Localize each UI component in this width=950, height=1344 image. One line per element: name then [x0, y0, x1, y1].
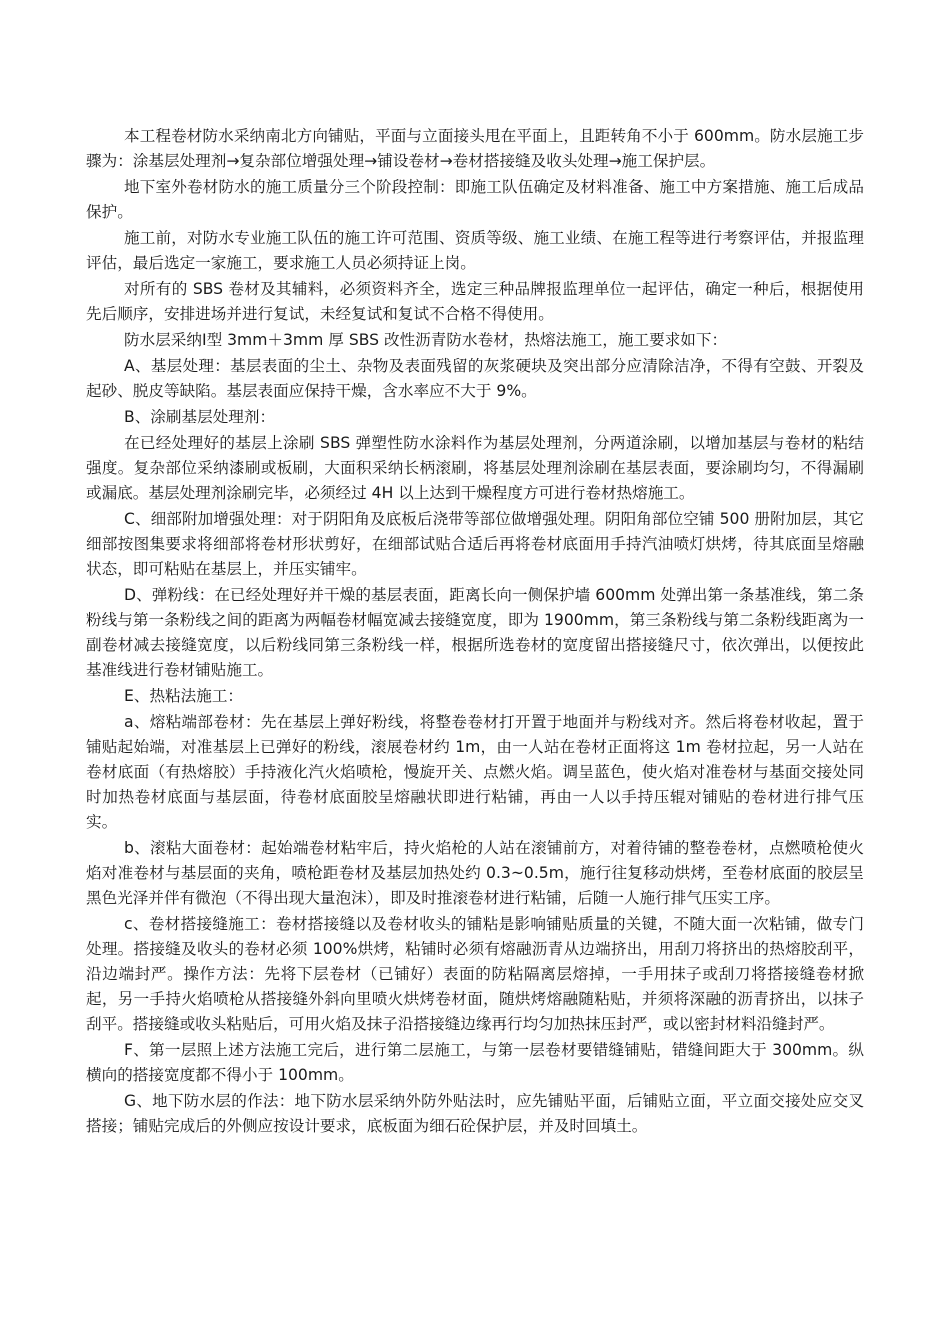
paragraph-step-b-body: 在已经处理好的基层上涂刷 SBS 弹塑性防水涂料作为基层处理剂，分两道涂刷，以增加基层与卷材的粘结强度。复杂部位采纳漆刷或板刷，大面积采纳长柄滚刷，将基层处理剂涂刷在基层表面，要涂刷均匀，不得漏刷或漏底。基层处理剂涂刷完毕，必须经过 4H 以上达到干燥程度方可进行卷材热熔施工。: [86, 434, 864, 502]
paragraph-step-d: D、弹粉线：在已经处理好并干燥的基层表面，距离长向一侧保护墙 600mm 处弹出第一条基准线，第二条粉线与第一条粉线之间的距离为两幅卷材幅宽减去接缝宽度，即为 1900mm，第三条粉线与第二条粉线距离为一副卷材减去接缝宽度，以后粉线同第三条粉线一样，根据所选卷材的宽度留出搭接缝尺寸，依次弹出，以便按此基准线进行卷材铺贴施工。: [86, 586, 864, 679]
paragraph-step-e-c: c、卷材搭接缝施工：卷材搭接缝以及卷材收头的铺粘是影响铺贴质量的关键，不随大面一次粘铺，做专门处理。搭接缝及收头的卷材必须 100%烘烤，粘铺时必须有熔融沥青从边端挤出，用刮刀将挤出的热熔胶刮平，沿边端封严。操作方法：先将下层卷材（已铺好）表面的防粘隔离层熔掉，一手用抹子或刮刀将搭接缝卷材掀起，另一手持火焰喷枪从搭接缝外斜向里喷火烘烤卷材面，随烘烤熔融随粘贴，并须将深融的沥青挤出，以抹子刮平。搭接缝或收头粘贴后，可用火焰及抹子沿搭接缝边缘再行均匀加热抹压封严，或以密封材料沿缝封严。: [86, 915, 864, 1033]
paragraph-sbs-materials: 对所有的 SBS 卷材及其辅料，必须资料齐全，选定三种品牌报监理单位一起评估，确定一种后，根据使用先后顺序，安排进场并进行复试，未经复试和复试不合格不得使用。: [86, 280, 864, 323]
paragraph-step-e-a: a、熔粘端部卷材：先在基层上弹好粉线，将整卷卷材打开置于地面并与粉线对齐。然后将卷材收起，置于铺贴起始端，对准基层上已弹好的粉线，滚展卷材约 1m，由一人站在卷材正面将这 1m 卷材拉起，另一人站在卷材底面（有热熔胶）手持液化汽火焰喷枪，慢旋开关、点燃火焰。调呈蓝色，使火焰对准卷材与基面交接处同时加热卷材底面与基层面，待卷材底面胶呈熔融状即进行粘铺，再由一人以手持压辊对铺贴的卷材进行排气压实。: [86, 713, 864, 831]
paragraph-quality-control: 地下室外卷材防水的施工质量分三个阶段控制：即施工队伍确定及材料准备、施工中方案措施、施工后成品保护。: [86, 178, 864, 221]
paragraph-step-f: F、第一层照上述方法施工完后，进行第二层施工，与第一层卷材要错缝铺贴，错缝间距大于 300mm。纵横向的搭接宽度都不得小于 100mm。: [86, 1041, 864, 1084]
paragraph-intro: 本工程卷材防水采纳南北方向铺贴，平面与立面接头甩在平面上，且距转角不小于 600mm。防水层施工步骤为：涂基层处理剂→复杂部位增强处理→铺设卷材→卷材搭接缝及收头处理→施工保护层。: [86, 127, 864, 170]
paragraph-step-e-heading: E、热粘法施工：: [124, 687, 244, 705]
paragraph-step-e-b: b、滚粘大面卷材：起始端卷材粘牢后，持火焰枪的人站在滚铺前方，对着待铺的整卷卷材，点燃喷枪使火焰对准卷材与基层面的夹角，喷枪距卷材及基层加热处约 0.3~0.5m，施行往复移动烘烤，至卷材底面的胶层呈黑色光泽并伴有微泡（不得出现大量泡沫），即及时推滚卷材进行粘铺，后随一人施行排气压实工序。: [86, 839, 864, 907]
paragraph-before-construction: 施工前，对防水专业施工队伍的施工许可范围、资质等级、施工业绩、在施工程等进行考察评估，并报监理评估，最后选定一家施工，要求施工人员必须持证上岗。: [86, 229, 864, 272]
paragraph-step-b-heading: B、涂刷基层处理剂：: [124, 408, 276, 426]
paragraph-step-a: A、基层处理：基层表面的尘土、杂物及表面残留的灰浆硬块及突出部分应清除洁净，不得有空鼓、开裂及起砂、脱皮等缺陷。基层表面应保持干燥，含水率应不大于 9%。: [86, 357, 864, 400]
paragraph-step-g: G、地下防水层的作法：地下防水层采纳外防外贴法时，应先铺贴平面，后铺贴立面，平立面交接处应交叉搭接；铺贴完成后的外侧应按设计要求，底板面为细石砼保护层，并及时回填土。: [86, 1092, 864, 1135]
paragraph-waterproof-layer: 防水层采纳Ⅰ型 3mm＋3mm 厚 SBS 改性沥青防水卷材，热熔法施工，施工要求如下：: [124, 331, 728, 349]
document-body: [86, 124, 864, 1140]
paragraph-step-c: C、细部附加增强处理：对于阴阳角及底板后浇带等部位做增强处理。阴阳角部位空铺 500 册附加层，其它细部按图集要求将细部将卷材形状剪好，在细部试贴合适后再将卷材底面用手持汽油喷灯烘烤，待其底面呈熔融状态，即可粘贴在基层上，并压实铺牢。: [86, 510, 864, 578]
